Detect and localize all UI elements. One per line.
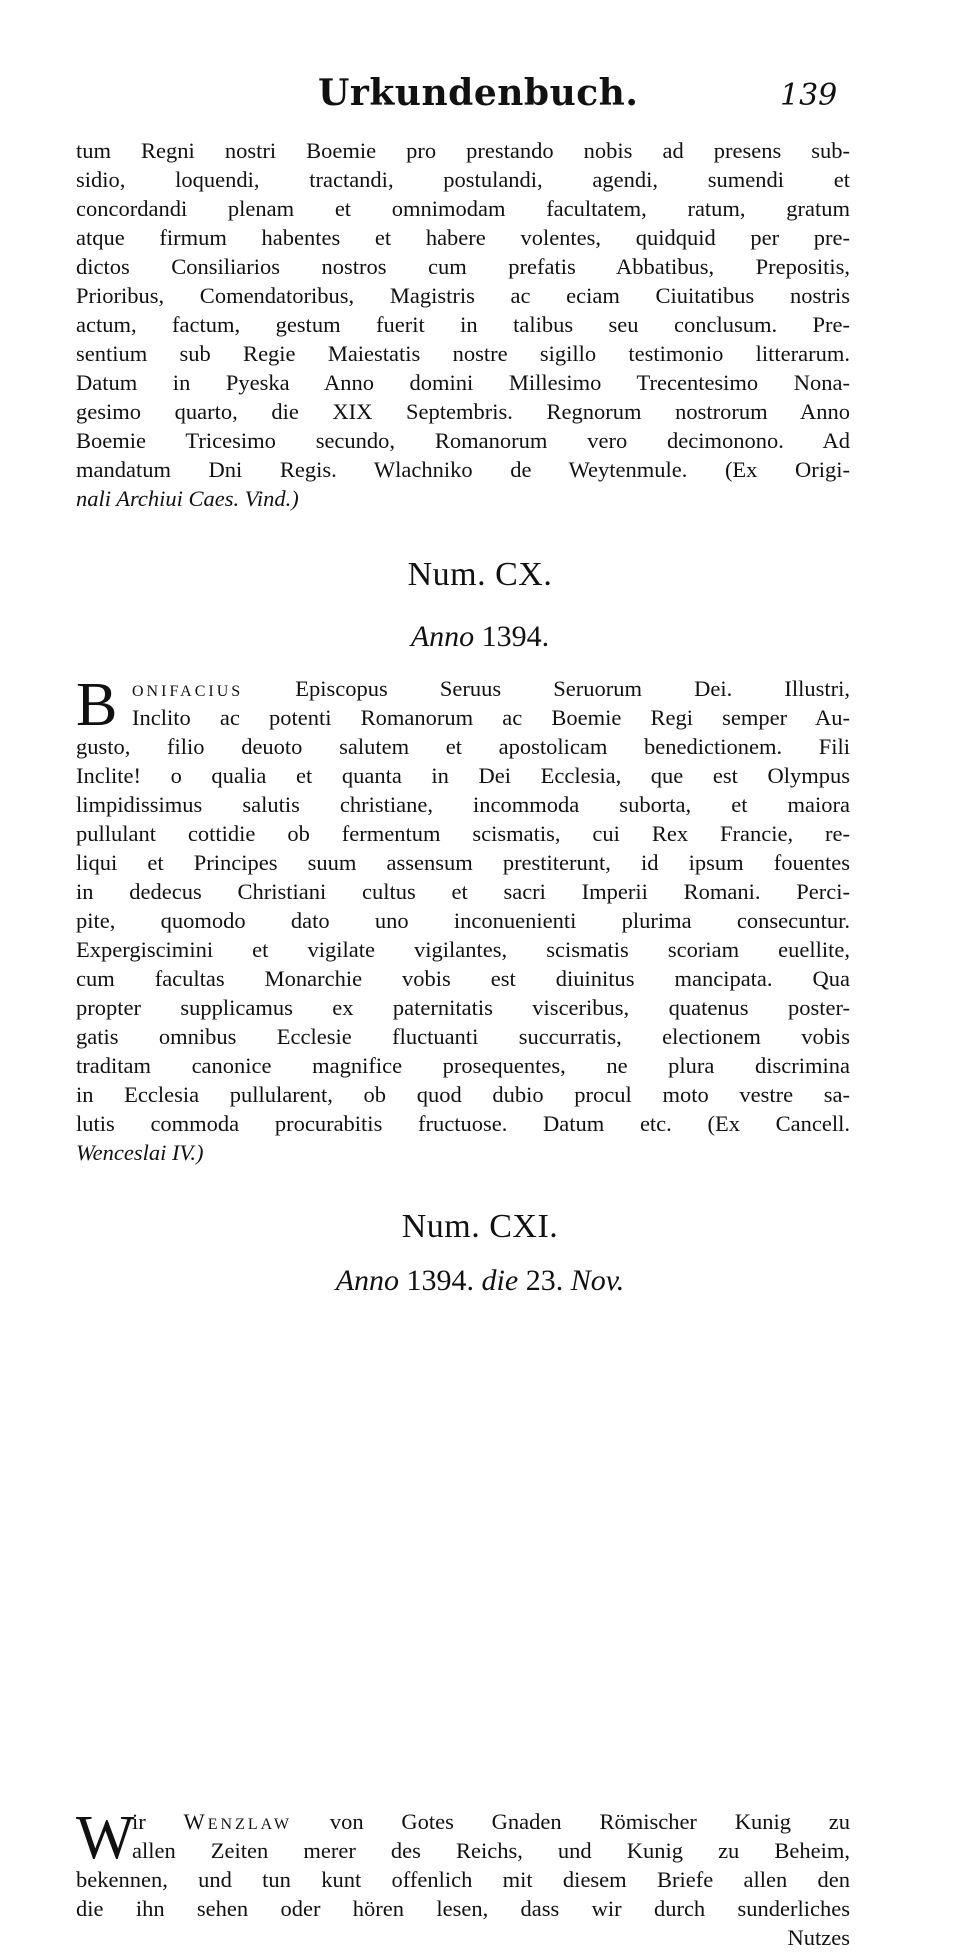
text-line: propter supplicamus ex paternitatis visceribus, quatenus poster-: [76, 995, 850, 1020]
text-line: Prioribus, Comendatoribus, Magistris ac eciam Ciuitatibus nostris: [76, 283, 850, 308]
text-line: tum Regni nostri Boemie pro prestando nobis ad presens sub-: [76, 138, 850, 163]
text-line: gatis omnibus Ecclesie fluctuanti succurratis, electionem vobis: [76, 1024, 850, 1049]
text-line: pite, quomodo dato uno inconuenienti plurima consecuntur.: [76, 908, 850, 933]
source-citation: nali Archiui Caes. Vind.): [76, 486, 299, 511]
text-line: sidio, loquendi, tractandi, postulandi, agendi, sumendi et: [76, 167, 850, 192]
text-line: [76, 1807, 850, 1836]
document-date-heading: [0, 1264, 960, 1298]
anno-word: Anno: [410, 620, 475, 653]
anno-word: Anno: [335, 1264, 400, 1297]
text-line: pullulant cottidie ob fermentum scismatis, cui Rex Francie, re-: [76, 821, 850, 846]
text-line: mandatum Dni Regis. Wlachniko de Weytenmule. (Ex Origi-: [76, 457, 850, 482]
document-text-cx: [76, 671, 850, 1167]
text-fragment: von Gotes Gnaden Römischer Kunig zu: [329, 1809, 850, 1834]
text-line: Boemie Tricesimo secundo, Romanorum vero decimonono. Ad: [76, 428, 850, 453]
text-line: concordandi plenam et omnimodam facultatem, ratum, gratum: [76, 196, 850, 221]
running-title: Urkundenbuch.: [318, 72, 639, 114]
page-header: [0, 72, 960, 122]
source-citation: Wenceslai IV.): [76, 1140, 204, 1165]
text-line: Expergiscimini et vigilate vigilantes, scismatis scoriam euellite,: [76, 937, 850, 962]
text-line: allen Zeiten merer des Reichs, und Kunig zu Beheim,: [132, 1838, 850, 1863]
drop-cap: B: [76, 671, 118, 739]
text-line: actum, factum, gestum fuerit in talibus seu conclusum. Pre-: [76, 312, 850, 337]
text-line: liqui et Principes suum assensum prestiterunt, id ipsum fouentes: [76, 850, 850, 875]
text-fragment: Episcopus Seruus Seruorum Dei. Illustri,: [295, 676, 850, 701]
anno-month: Nov.: [570, 1264, 625, 1297]
first-word: ir: [132, 1809, 146, 1834]
page-number: 139: [780, 78, 838, 113]
text-line: traditam canonice magnifice prosequentes, ne plura discrimina: [76, 1053, 850, 1078]
document-date-heading: [0, 620, 960, 654]
document-text-cxi: [76, 1804, 850, 1952]
text-line: dictos Consiliarios nostros cum prefatis Abbatibus, Prepositis,: [76, 254, 850, 279]
text-line: gesimo quarto, die XIX Septembris. Regnorum nostrorum Anno: [76, 399, 850, 424]
text-line: cum facultas Monarchie vobis est diuinitus mancipata. Qua: [76, 966, 850, 991]
text-line: atque firmum habentes et habere volentes, quidquid per pre-: [76, 225, 850, 250]
text-line: Inclito ac potenti Romanorum ac Boemie Regi semper Au-: [132, 705, 850, 730]
document-number-heading: Num. CXI.: [401, 1208, 559, 1245]
king-name: Wenzlaw: [183, 1809, 293, 1834]
text-line: Inclite! o qualia et quanta in Dei Ecclesia, que est Olympus: [76, 763, 850, 788]
text-line: sentium sub Regie Maiestatis nostre sigillo testimonio litterarum.: [76, 341, 850, 366]
text-line: Datum in Pyeska Anno domini Millesimo Trecentesimo Nona-: [76, 370, 850, 395]
text-line: limpidissimus salutis christiane, incommoda suborta, et maiora: [76, 792, 850, 817]
anno-year: 1394.: [481, 620, 550, 653]
first-word: onifacius: [132, 676, 244, 701]
text-line: gusto, filio deuoto salutem et apostolicam benedictionem. Fili: [76, 734, 850, 759]
anno-die: die: [481, 1264, 519, 1297]
catchword: Nutzes: [787, 1925, 850, 1950]
document-continuation: [76, 136, 850, 513]
text-line: in Ecclesia pullularent, ob quod dubio procul moto vestre sa-: [76, 1082, 850, 1107]
text-line: in dedecus Christiani cultus et sacri Imperii Romani. Perci-: [76, 879, 850, 904]
text-line: bekennen, und tun kunt offenlich mit diesem Briefe allen den: [76, 1867, 850, 1892]
text-line: die ihn sehen oder hören lesen, dass wir durch sunderliches: [76, 1896, 850, 1921]
text-line: [76, 674, 850, 703]
drop-cap: W: [76, 1804, 135, 1872]
anno-day: 23.: [525, 1264, 564, 1297]
document-number-heading: Num. CX.: [407, 556, 553, 593]
anno-year: 1394.: [406, 1264, 475, 1297]
text-line: lutis commoda procurabitis fructuose. Datum etc. (Ex Cancell.: [76, 1111, 850, 1136]
